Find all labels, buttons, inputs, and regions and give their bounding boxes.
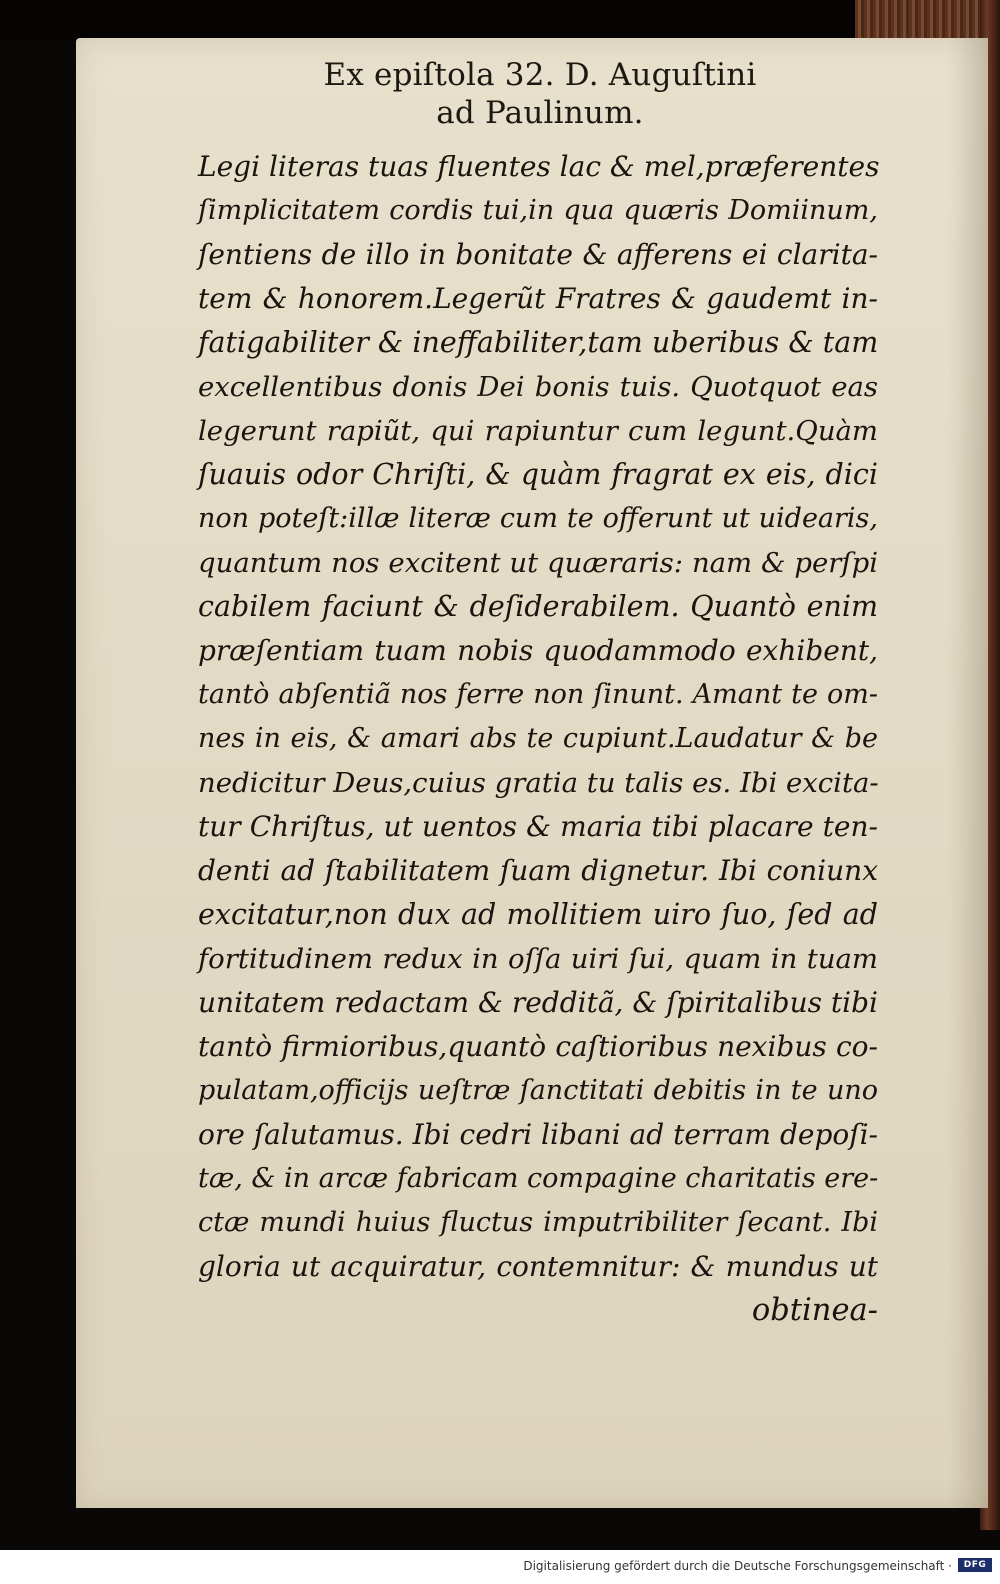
text-line: gloria ut acquiratur, contemnitur: & mundus ut [198, 1250, 878, 1283]
text-line: non poteſt:illæ literæ cum te offerunt ut uidearis, [198, 503, 878, 534]
text-line: tantò firmioribus,quantò caſtioribus nexibus co- [198, 1030, 878, 1063]
text-line: nedicitur Deus,cuius gratia tu talis es. Ibi excita- [198, 767, 879, 799]
text-line: excellentibus donis Dei bonis tuis. Quotquot eas [198, 371, 878, 403]
text-line: quantum nos excitent ut quæraris: nam & perſpi [198, 547, 878, 579]
text-line: ore ſalutamus. Ibi cedri libani ad terram depoſi- [198, 1118, 878, 1151]
text-line: ſentiens de illo in bonitate & afferens ei clarita- [198, 238, 878, 271]
digitization-footer [0, 1550, 1000, 1584]
text-line: Legi literas tuas fluentes lac & mel,præferentes [198, 150, 880, 183]
page-heading [290, 56, 790, 132]
text-line: ſuauis odor Chriſti, & quàm fragrat ex eis, dici [198, 458, 878, 491]
catchword: obtinea- [751, 1293, 878, 1328]
text-line: cabilem faciunt & deſiderabilem. Quantò enim [198, 590, 878, 623]
text-line: fatigabiliter & ineffabiliter,tam uberibus & tam [198, 326, 879, 359]
text-line: fortitudinem redux in oſſa uiri ſui, quam in tuam [198, 943, 878, 975]
text-line: nes in eis, & amari abs te cupiunt.Laudatur & be [198, 723, 878, 754]
letter-body-text [198, 145, 878, 1333]
text-line: legerunt rapiũt, qui rapiuntur cum legunt.Quàm [198, 415, 878, 447]
heading-line-1: Ex epiſtola 32. D. Auguſtini [323, 57, 757, 93]
dfg-logo-icon: DFG [958, 1558, 992, 1572]
text-line: pulatam,officijs ueſtræ ſanctitati debitis in te uno [198, 1075, 878, 1106]
text-line: denti ad ſtabilitatem ſuam dignetur. Ibi coniunx [198, 854, 878, 887]
text-line: ctæ mundi huius fluctus imputribiliter ſecant. Ibi [198, 1207, 878, 1238]
text-line: tantò abſentiã nos ferre non ſinunt. Amant te om- [198, 679, 878, 710]
text-line: excitatur,non dux ad mollitiem uiro ſuo, ſed ad [198, 898, 878, 931]
text-line: unitatem redactam & redditã, & ſpiritalibus tibi [198, 986, 878, 1019]
funding-credit-text: Digitalisierung gefördert durch die Deutsche Forschungsgemeinschaft · [523, 1559, 952, 1573]
text-line: tæ, & in arcæ fabricam compagine charitatis ere- [198, 1163, 879, 1194]
heading-line-2: ad Paulinum. [436, 95, 644, 131]
text-line: ſimplicitatem cordis tui,in qua quæris Domiinum, [198, 195, 878, 226]
text-line: præſentiam tuam nobis quodammodo exhibent, [198, 634, 878, 667]
text-line: tem & honorem.Legerũt Fratres & gaudemt in- [198, 282, 878, 315]
text-line: tur Chriſtus, ut uentos & maria tibi placare ten- [198, 810, 878, 843]
